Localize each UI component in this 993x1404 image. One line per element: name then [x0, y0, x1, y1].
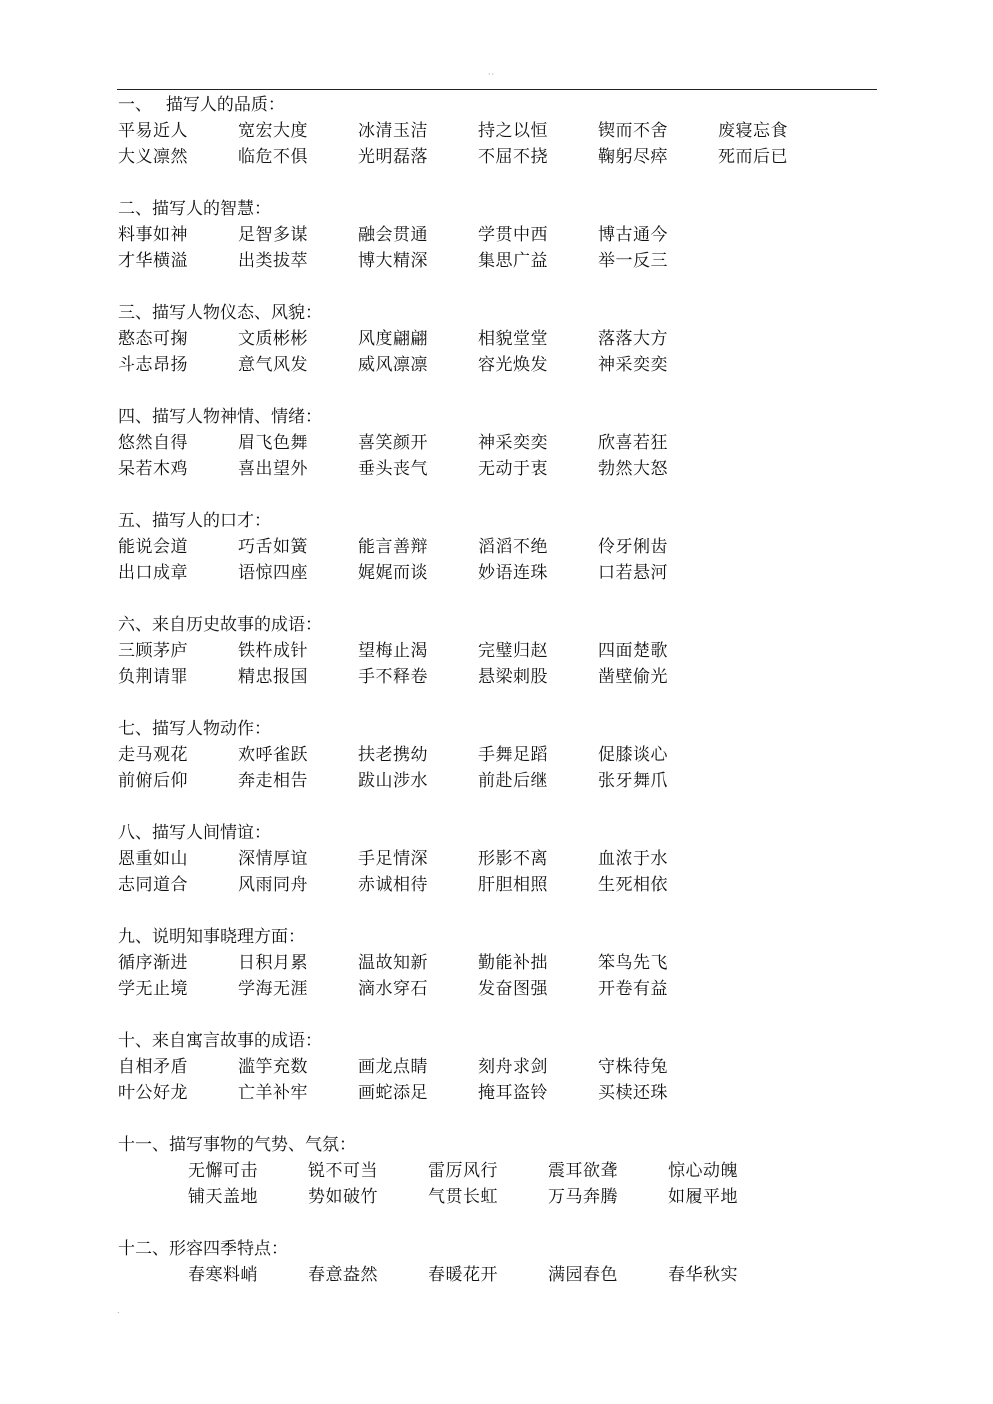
- idiom-item: 春暖花开: [428, 1265, 498, 1285]
- idiom-section: [118, 196, 878, 274]
- idiom-item: 守株待兔: [598, 1057, 668, 1077]
- idiom-row: [118, 326, 878, 352]
- idiom-item: 举一反三: [598, 251, 668, 271]
- idiom-item: 能说会道: [118, 537, 188, 557]
- idiom-item: 掩耳盗铃: [478, 1083, 548, 1103]
- idiom-item: 循序渐进: [118, 953, 188, 973]
- idiom-item: 垂头丧气: [358, 459, 428, 479]
- idiom-row: [118, 534, 878, 560]
- idiom-item: 画蛇添足: [358, 1083, 428, 1103]
- idiom-item: 勃然大怒: [598, 459, 668, 479]
- idiom-item: 张牙舞爪: [598, 771, 668, 791]
- header-mark: ··: [488, 70, 496, 79]
- idiom-item: 震耳欲聋: [548, 1161, 618, 1181]
- idiom-item: 文质彬彬: [238, 329, 308, 349]
- section-title: 十二、形容四季特点：: [118, 1239, 288, 1259]
- idiom-row: [118, 638, 878, 664]
- idiom-item: 春寒料峭: [188, 1265, 258, 1285]
- idiom-item: 学海无涯: [238, 979, 308, 999]
- idiom-item: 口若悬河: [598, 563, 668, 583]
- idiom-item: 滔滔不绝: [478, 537, 548, 557]
- idiom-section: [118, 1132, 878, 1210]
- idiom-item: 跋山涉水: [358, 771, 428, 791]
- idiom-item: 勤能补拙: [478, 953, 548, 973]
- idiom-item: 生死相依: [598, 875, 668, 895]
- idiom-item: 博古通今: [598, 225, 668, 245]
- idiom-row: [118, 1054, 878, 1080]
- idiom-item: 出口成章: [118, 563, 188, 583]
- idiom-item: 宽宏大度: [238, 121, 308, 141]
- idiom-item: 容光焕发: [478, 355, 548, 375]
- idiom-item: 开卷有益: [598, 979, 668, 999]
- section-title: 九、说明知事晓理方面：: [118, 927, 305, 947]
- header-rule: [117, 89, 877, 90]
- idiom-section: [118, 404, 878, 482]
- idiom-item: 意气风发: [238, 355, 308, 375]
- idiom-item: 画龙点睛: [358, 1057, 428, 1077]
- idiom-item: 凿壁偷光: [598, 667, 668, 687]
- idiom-item: 风雨同舟: [238, 875, 308, 895]
- idiom-item: 料事如神: [118, 225, 188, 245]
- idiom-item: 满园春色: [548, 1265, 618, 1285]
- section-title: 十一、描写事物的气势、气氛：: [118, 1135, 356, 1155]
- idiom-item: 雷厉风行: [428, 1161, 498, 1181]
- idiom-item: 神采奕奕: [598, 355, 668, 375]
- idiom-row: [118, 248, 878, 274]
- idiom-item: 妙语连珠: [478, 563, 548, 583]
- idiom-item: 赤诚相待: [358, 875, 428, 895]
- idiom-item: 手舞足蹈: [478, 745, 548, 765]
- section-title: 十、来自寓言故事的成语：: [118, 1031, 322, 1051]
- idiom-row: [118, 664, 878, 690]
- idiom-item: 惊心动魄: [668, 1161, 738, 1181]
- idiom-item: 神采奕奕: [478, 433, 548, 453]
- idiom-item: 四面楚歌: [598, 641, 668, 661]
- idiom-row: [118, 118, 878, 144]
- idiom-row: [118, 1262, 878, 1288]
- idiom-item: 负荆请罪: [118, 667, 188, 687]
- idiom-item: 欢呼雀跃: [238, 745, 308, 765]
- idiom-item: 憨态可掬: [118, 329, 188, 349]
- idiom-item: 肝胆相照: [478, 875, 548, 895]
- idiom-item: 气贯长虹: [428, 1187, 498, 1207]
- idiom-section: [118, 1028, 878, 1106]
- idiom-section: [118, 1236, 878, 1288]
- idiom-item: 学贯中西: [478, 225, 548, 245]
- idiom-item: 悠然自得: [118, 433, 188, 453]
- section-title: 二、描写人的智慧：: [118, 199, 271, 219]
- idiom-section: [118, 508, 878, 586]
- idiom-item: 无懈可击: [188, 1161, 258, 1181]
- idiom-section: [118, 820, 878, 898]
- idiom-item: 融会贯通: [358, 225, 428, 245]
- section-title: 七、描写人物动作：: [118, 719, 271, 739]
- idiom-item: 悬梁刺股: [478, 667, 548, 687]
- idiom-item: 势如破竹: [308, 1187, 378, 1207]
- idiom-item: 亡羊补牢: [238, 1083, 308, 1103]
- idiom-item: 深情厚谊: [238, 849, 308, 869]
- idiom-item: 博大精深: [358, 251, 428, 271]
- idiom-item: 冰清玉洁: [358, 121, 428, 141]
- idiom-item: 春意盎然: [308, 1265, 378, 1285]
- idiom-row: [118, 768, 878, 794]
- idiom-section: [118, 92, 878, 170]
- idiom-item: 喜笑颜开: [358, 433, 428, 453]
- section-title: 六、来自历史故事的成语：: [118, 615, 322, 635]
- idiom-item: 临危不俱: [238, 147, 308, 167]
- idiom-item: 废寝忘食: [718, 121, 788, 141]
- idiom-item: 叶公好龙: [118, 1083, 188, 1103]
- idiom-item: 望梅止渴: [358, 641, 428, 661]
- idiom-item: 奔走相告: [238, 771, 308, 791]
- section-title: 一、 描写人的品质：: [118, 95, 285, 115]
- idiom-item: 威风凛凛: [358, 355, 428, 375]
- footer-mark: .: [117, 1306, 120, 1315]
- idiom-item: 学无止境: [118, 979, 188, 999]
- idiom-item: 平易近人: [118, 121, 188, 141]
- idiom-item: 春华秋实: [668, 1265, 738, 1285]
- idiom-item: 完璧归赵: [478, 641, 548, 661]
- idiom-item: 落落大方: [598, 329, 668, 349]
- idiom-row: [118, 222, 878, 248]
- idiom-item: 铺天盖地: [188, 1187, 258, 1207]
- idiom-section: [118, 612, 878, 690]
- idiom-section: [118, 716, 878, 794]
- idiom-item: 促膝谈心: [598, 745, 668, 765]
- idiom-row: [118, 456, 878, 482]
- idiom-item: 买椟还珠: [598, 1083, 668, 1103]
- idiom-item: 滥竽充数: [238, 1057, 308, 1077]
- idiom-row: [118, 950, 878, 976]
- idiom-row: [118, 352, 878, 378]
- idiom-item: 大义凛然: [118, 147, 188, 167]
- idiom-item: 血浓于水: [598, 849, 668, 869]
- idiom-item: 手足情深: [358, 849, 428, 869]
- idiom-item: 足智多谋: [238, 225, 308, 245]
- idiom-item: 如履平地: [668, 1187, 738, 1207]
- idiom-row: [118, 1158, 878, 1184]
- idiom-row: [118, 872, 878, 898]
- section-title: 三、描写人物仪态、风貌：: [118, 303, 322, 323]
- idiom-item: 死而后已: [718, 147, 788, 167]
- idiom-item: 前赴后继: [478, 771, 548, 791]
- idiom-item: 走马观花: [118, 745, 188, 765]
- idiom-item: 前俯后仰: [118, 771, 188, 791]
- idiom-item: 扶老携幼: [358, 745, 428, 765]
- idiom-row: [118, 430, 878, 456]
- idiom-item: 鞠躬尽瘁: [598, 147, 668, 167]
- idiom-item: 锲而不舍: [598, 121, 668, 141]
- idiom-item: 志同道合: [118, 875, 188, 895]
- idiom-item: 铁杵成针: [238, 641, 308, 661]
- idiom-item: 形影不离: [478, 849, 548, 869]
- idiom-row: [118, 742, 878, 768]
- idiom-section: [118, 300, 878, 378]
- idiom-item: 恩重如山: [118, 849, 188, 869]
- idiom-item: 相貌堂堂: [478, 329, 548, 349]
- idiom-list: [118, 92, 878, 1314]
- idiom-item: 斗志昂扬: [118, 355, 188, 375]
- idiom-item: 风度翩翩: [358, 329, 428, 349]
- idiom-item: 语惊四座: [238, 563, 308, 583]
- section-title: 五、描写人的口才：: [118, 511, 271, 531]
- idiom-item: 喜出望外: [238, 459, 308, 479]
- idiom-section: [118, 924, 878, 1002]
- idiom-item: 持之以恒: [478, 121, 548, 141]
- idiom-item: 巧舌如簧: [238, 537, 308, 557]
- idiom-item: 锐不可当: [308, 1161, 378, 1181]
- idiom-item: 眉飞色舞: [238, 433, 308, 453]
- idiom-row: [118, 846, 878, 872]
- idiom-row: [118, 1184, 878, 1210]
- idiom-item: 呆若木鸡: [118, 459, 188, 479]
- idiom-item: 手不释卷: [358, 667, 428, 687]
- idiom-row: [118, 144, 878, 170]
- idiom-item: 温故知新: [358, 953, 428, 973]
- idiom-row: [118, 1080, 878, 1106]
- idiom-item: 发奋图强: [478, 979, 548, 999]
- idiom-row: [118, 976, 878, 1002]
- idiom-item: 三顾茅庐: [118, 641, 188, 661]
- idiom-item: 日积月累: [238, 953, 308, 973]
- idiom-item: 自相矛盾: [118, 1057, 188, 1077]
- idiom-item: 才华横溢: [118, 251, 188, 271]
- idiom-item: 滴水穿石: [358, 979, 428, 999]
- section-title: 八、描写人间情谊：: [118, 823, 271, 843]
- idiom-item: 集思广益: [478, 251, 548, 271]
- idiom-row: [118, 560, 878, 586]
- idiom-item: 精忠报国: [238, 667, 308, 687]
- idiom-item: 无动于衷: [478, 459, 548, 479]
- idiom-item: 欣喜若狂: [598, 433, 668, 453]
- idiom-item: 万马奔腾: [548, 1187, 618, 1207]
- idiom-item: 笨鸟先飞: [598, 953, 668, 973]
- idiom-item: 不屈不挠: [478, 147, 548, 167]
- idiom-item: 光明磊落: [358, 147, 428, 167]
- idiom-item: 刻舟求剑: [478, 1057, 548, 1077]
- idiom-item: 伶牙俐齿: [598, 537, 668, 557]
- section-title: 四、描写人物神情、情绪：: [118, 407, 322, 427]
- idiom-item: 能言善辩: [358, 537, 428, 557]
- idiom-item: 出类拔萃: [238, 251, 308, 271]
- idiom-item: 娓娓而谈: [358, 563, 428, 583]
